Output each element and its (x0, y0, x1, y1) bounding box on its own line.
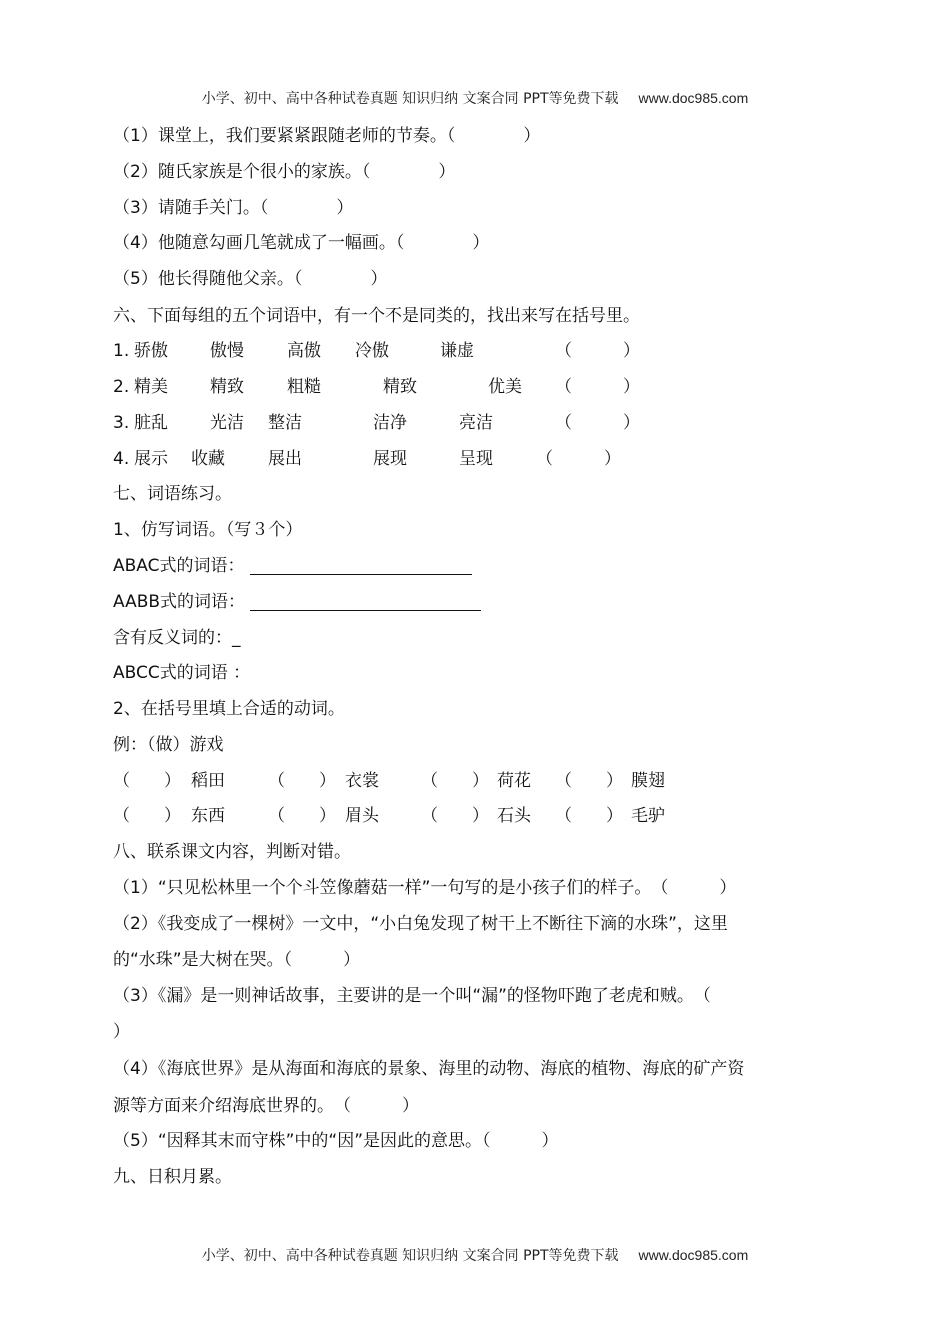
verb-blank: （ ） (268, 806, 336, 826)
s6-word: 精致 (210, 377, 244, 397)
header-url: www.doc985.com (638, 90, 749, 106)
s6-word: 精致 (383, 377, 417, 397)
s5-item-5: （5）他长得随他父亲。（ ） (113, 269, 388, 289)
s8-item-3-cont: ） (113, 1022, 130, 1042)
s5-item-4: （4）他随意勾画几笔就成了一幅画。（ ） (113, 233, 490, 253)
s7-abcc-label: ABCC式的词语 ： (113, 663, 251, 683)
s6-row-num: 4. (113, 449, 130, 469)
s6-word: 收藏 (191, 449, 225, 469)
s7-example: 例：（做）游戏 (113, 735, 224, 755)
s6-word: 整洁 (268, 413, 302, 433)
s6-word: 展出 (268, 449, 302, 469)
verb-object: 衣裳 (345, 771, 379, 791)
s5-item-1: （1）课堂上，我们要紧紧跟随老师的节奏。（ ） (113, 126, 541, 146)
s6-word: 脏乱 (134, 413, 168, 433)
s8-item-5: （5）“因释其末而守株”中的“因”是因此的意思。（ ） (113, 1131, 559, 1151)
page-footer (0, 1245, 950, 1265)
s6-row-num: 1. (113, 341, 130, 361)
s6-word: 精美 (134, 377, 168, 397)
verb-object: 东西 (191, 806, 225, 826)
s7-aabb-answer-line (250, 610, 481, 611)
verb-blank: （ ） (268, 771, 336, 791)
s8-item-4-cont: 源等方面来介绍海底世界的。 （ ） (113, 1096, 419, 1116)
s6-word: 呈现 (459, 449, 493, 469)
header-text: 小学、初中、高中各种试卷真题 知识归纳 文案合同 PPT等免费下载 (201, 91, 619, 107)
s6-word: 洁净 (373, 413, 407, 433)
s6-word: 傲慢 (210, 341, 244, 361)
s8-item-2-cont: 的“水珠”是大树在哭。（ ） (113, 950, 361, 970)
verb-blank: （ ） (555, 771, 623, 791)
s6-word: 高傲 (287, 341, 321, 361)
s6-word: 骄傲 (134, 341, 168, 361)
verb-blank: （ ） (421, 771, 489, 791)
s8-item-4: （4）《海底世界》是从海面和海底的景象、海里的动物、海底的植物、海底的矿产资 (113, 1059, 745, 1079)
s6-word: 光洁 (210, 413, 244, 433)
s6-word: 展示 (134, 449, 168, 469)
s6-word: 谦虚 (440, 341, 474, 361)
verb-blank: （ ） (555, 806, 623, 826)
s7-sub1: 1、仿写词语。（写３个） (113, 520, 303, 540)
page-header (0, 88, 950, 108)
s6-answer-blank: （ ） (555, 413, 640, 433)
section7-title: 七、词语练习。 (113, 484, 232, 504)
s8-item-2: （2）《我变成了一棵树》一文中，“小白兔发现了树干上不断往下滴的水珠”，这里 (113, 914, 728, 934)
s7-abac-label: ABAC式的词语： (113, 556, 245, 576)
s5-item-2: （2）随氏家族是个很小的家族。（ ） (113, 162, 456, 182)
s6-word: 展现 (373, 449, 407, 469)
s8-item-1: （1）“只见松林里一个个斗笠像蘑菇一样”一句写的是小孩子们的样子。 （ ） (113, 878, 737, 898)
footer-url: www.doc985.com (638, 1247, 749, 1263)
verb-object: 毛驴 (631, 806, 665, 826)
verb-object: 膜翅 (631, 771, 665, 791)
verb-object: 石头 (497, 806, 531, 826)
verb-object: 眉头 (345, 806, 379, 826)
s6-word: 亮洁 (459, 413, 493, 433)
section9-title: 九、日积月累。 (113, 1167, 232, 1187)
section6-title: 六、下面每组的五个词语中，有一个不是同类的，找出来写在括号里。 (113, 306, 640, 326)
s7-antonym-label: 含有反义词的：_ (113, 628, 241, 648)
verb-object: 荷花 (497, 771, 531, 791)
s6-answer-blank: （ ） (555, 377, 640, 397)
s6-row-num: 2. (113, 377, 130, 397)
section8-title: 八、联系课文内容，判断对错。 (113, 842, 351, 862)
s6-row-num: 3. (113, 413, 130, 433)
s8-item-3: （3）《漏》是一则神话故事，主要讲的是一个叫“漏”的怪物吓跑了老虎和贼。 （ (113, 986, 711, 1006)
verb-blank: （ ） (421, 806, 489, 826)
s6-word: 优美 (488, 377, 522, 397)
s6-word: 冷傲 (355, 341, 389, 361)
verb-blank: （ ） (113, 771, 181, 791)
s6-answer-blank: （ ） (536, 449, 621, 469)
s7-abac-answer-line (250, 574, 472, 575)
s7-sub2: 2、在括号里填上合适的动词。 (113, 699, 345, 719)
verb-object: 稻田 (191, 771, 225, 791)
s7-aabb-label: AABB式的词语： (113, 592, 246, 612)
s6-answer-blank: （ ） (555, 341, 640, 361)
verb-blank: （ ） (113, 806, 181, 826)
s6-word: 粗糙 (287, 377, 321, 397)
s5-item-3: （3）请随手关门。（ ） (113, 198, 354, 218)
footer-text: 小学、初中、高中各种试卷真题 知识归纳 文案合同 PPT等免费下载 (201, 1248, 619, 1264)
